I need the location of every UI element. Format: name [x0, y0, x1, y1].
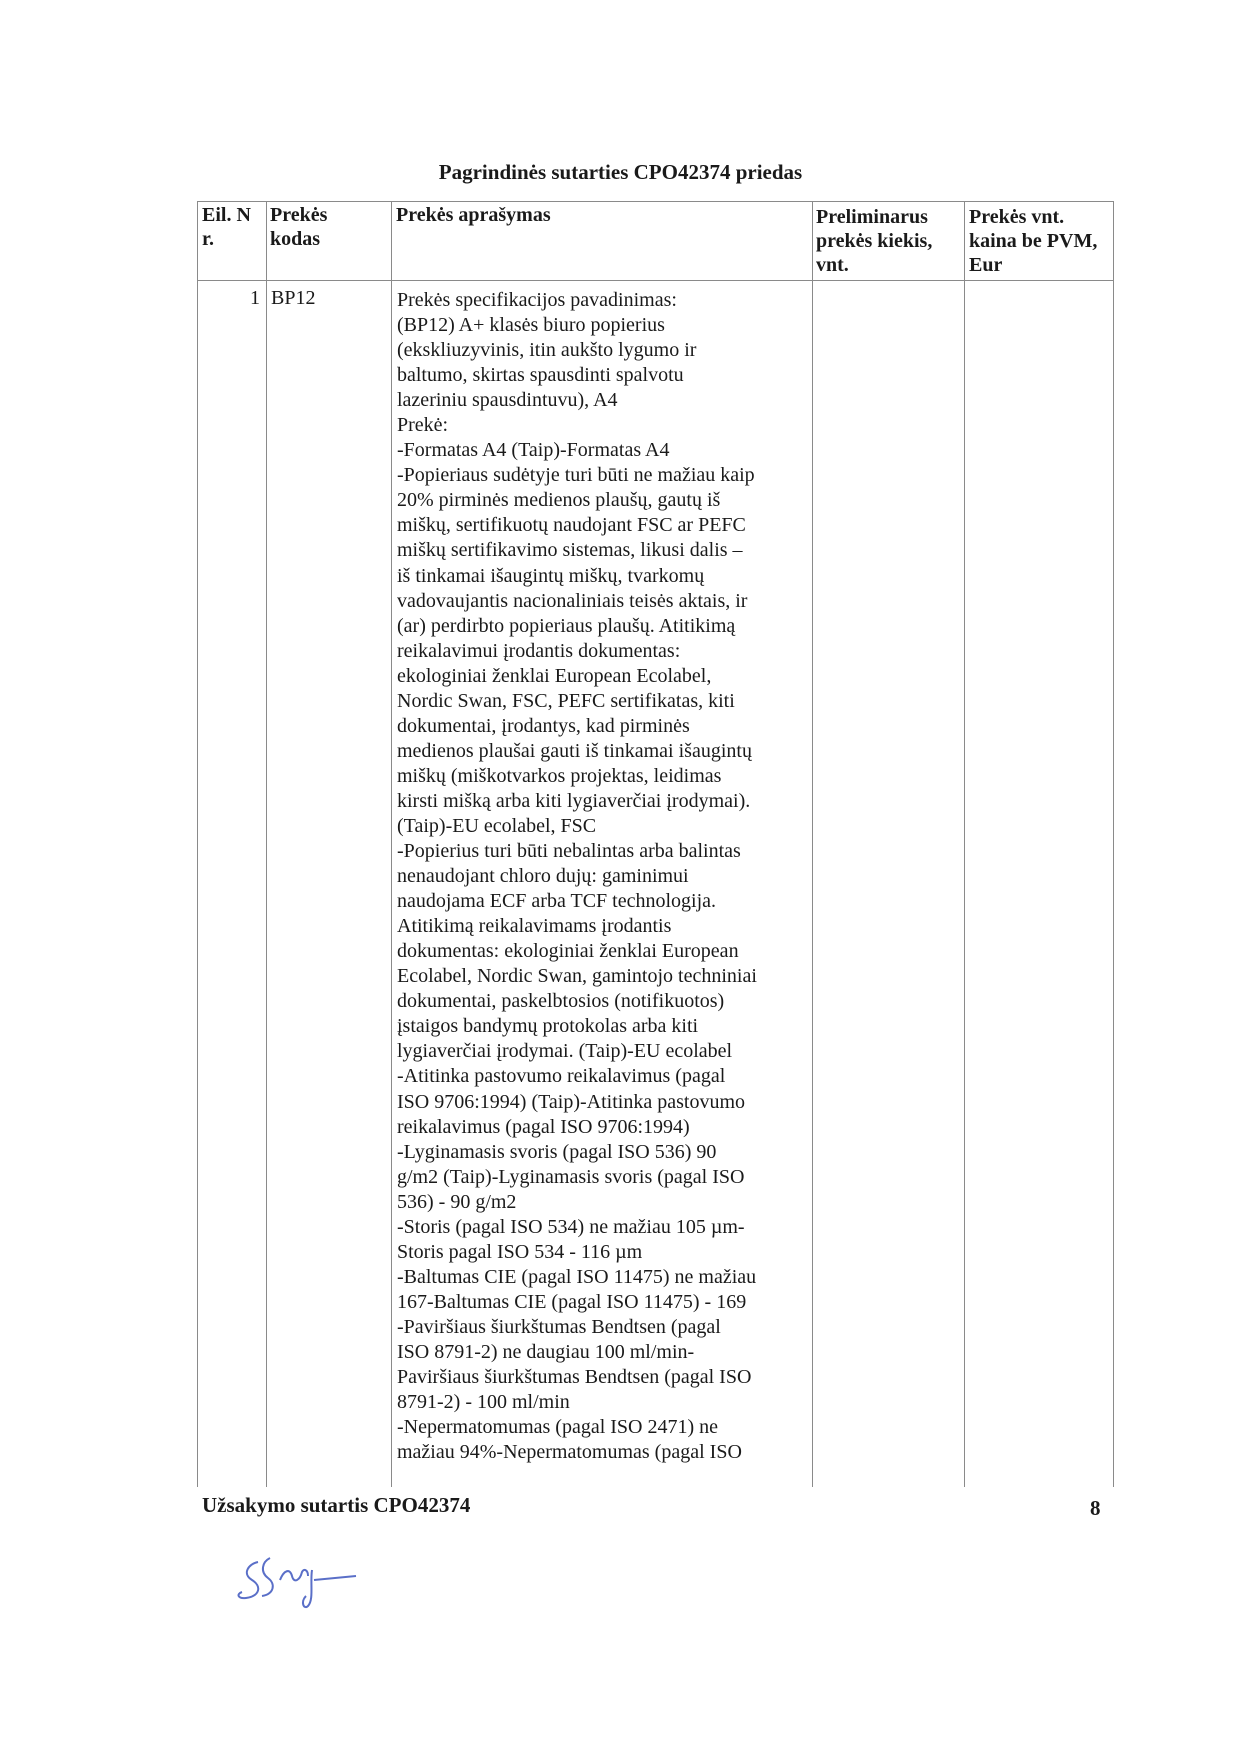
description-line: -Popierius turi būti nebalintas arba balintas: [397, 840, 741, 863]
description-line: (ar) perdirbto popieriaus plaušų. Atitikimą: [397, 614, 736, 637]
description-line: -Baltumas CIE (pagal ISO 11475) ne mažiau: [397, 1265, 757, 1288]
description-line: dokumentai, įrodantys, kad pirminės: [397, 714, 690, 737]
table-right-border: [1113, 201, 1114, 1487]
header-preliminary-quantity: Preliminarus prekės kiekis, vnt.: [816, 206, 933, 276]
description-line: ekologiniai ženklai European Ecolabel,: [397, 664, 712, 687]
description-line: -Popieriaus sudėtyje turi būti ne mažiau kaip: [397, 464, 755, 487]
description-line: Prekė:: [397, 414, 449, 437]
description-line: medienos plaušai gauti iš tinkamai išaugintų: [397, 739, 752, 762]
table-header-border: [197, 280, 1114, 281]
description-line: dokumentas: ekologiniai ženklai European: [397, 940, 739, 963]
description-line: reikalavimus (pagal ISO 9706:1994): [397, 1115, 690, 1138]
description-line: -Storis (pagal ISO 534) ne mažiau 105 µm-: [397, 1215, 745, 1238]
description-line: Nordic Swan, FSC, PEFC sertifikatas, kiti: [397, 689, 735, 712]
description-line: 167-Baltumas CIE (pagal ISO 11475) - 169: [397, 1290, 747, 1313]
item-description-cell: [397, 288, 809, 1465]
description-line: -Lyginamasis svoris (pagal ISO 536) 90: [397, 1140, 717, 1163]
header-row-number: Eil. N r.: [202, 204, 251, 250]
description-line: miškų (miškotvarkos projektas, leidimas: [397, 764, 722, 787]
description-line: 8791-2) - 100 ml/min: [397, 1391, 570, 1414]
description-line: įstaigos bandymų protokolas arba kiti: [397, 1015, 699, 1038]
header-item-code: Prekės kodas: [270, 204, 328, 250]
document-title: Pagrindinės sutarties CPO42374 priedas: [438, 160, 803, 184]
header-item-description: Prekės aprašymas: [396, 204, 551, 226]
description-line: Ecolabel, Nordic Swan, gamintojo techniniai: [397, 965, 757, 988]
table-col-divider-4: [964, 201, 965, 1487]
description-line: -Paviršiaus šiurkštumas Bendtsen (pagal: [397, 1315, 721, 1338]
description-line: mažiau 94%-Nepermatomumas (pagal ISO: [397, 1441, 742, 1464]
description-line: -Formatas A4 (Taip)-Formatas A4: [397, 439, 670, 462]
description-line: lazeriniu spausdintuvu), A4: [397, 389, 618, 412]
description-line: Paviršiaus šiurkštumas Bendtsen (pagal ISO: [397, 1366, 752, 1389]
description-line: Storis pagal ISO 534 - 116 µm: [397, 1240, 643, 1263]
description-line: ISO 9706:1994) (Taip)-Atitinka pastovumo: [397, 1090, 745, 1113]
description-line: Prekės specifikacijos pavadinimas:: [397, 289, 677, 311]
description-line: naudojama ECF arba TCF technologija.: [397, 890, 717, 913]
description-line: (Taip)-EU ecolabel, FSC: [397, 814, 597, 837]
footer-contract-label: Užsakymo sutartis CPO42374: [202, 1493, 471, 1517]
row-number-cell: 1: [250, 287, 260, 309]
description-line: g/m2 (Taip)-Lyginamasis svoris (pagal ISO: [397, 1165, 745, 1188]
description-line: miškų, sertifikuotų naudojant FSC ar PEFC: [397, 514, 746, 537]
page-number: 8: [1090, 1496, 1101, 1520]
description-line: lygiaverčiai įrodymai. (Taip)-EU ecolabel: [397, 1040, 733, 1063]
description-line: 536) - 90 g/m2: [397, 1190, 517, 1213]
table-col-divider-1: [266, 201, 267, 1487]
table-col-divider-3: [812, 201, 813, 1487]
description-line: iš tinkamai išaugintų miškų, tvarkomų: [397, 564, 705, 587]
handwritten-signature: [230, 1540, 370, 1610]
description-line: -Nepermatomumas (pagal ISO 2471) ne: [397, 1416, 719, 1439]
description-line: miškų sertifikavimo sistemas, likusi dalis –: [397, 539, 743, 562]
table-col-divider-2: [391, 201, 392, 1487]
description-line: -Atitinka pastovumo reikalavimus (pagal: [397, 1065, 726, 1088]
description-line: dokumentai, paskelbtosios (notifikuotos): [397, 990, 725, 1013]
description-line: Atitikimą reikalavimams įrodantis: [397, 915, 672, 938]
description-line: (BP12) A+ klasės biuro popierius: [397, 314, 665, 337]
description-line: ISO 8791-2) ne daugiau 100 ml/min-: [397, 1340, 695, 1363]
table-left-border: [197, 201, 198, 1487]
description-line: reikalavimui įrodantis dokumentas:: [397, 639, 681, 662]
description-line: vadovaujantis nacionaliniais teisės aktais, ir: [397, 589, 748, 612]
description-line: nenaudojant chloro dujų: gaminimui: [397, 865, 689, 888]
description-line: baltumo, skirtas spausdinti spalvotu: [397, 364, 684, 387]
specification-table: [197, 201, 1114, 1487]
description-line: (ekskliuzyvinis, itin aukšto lygumo ir: [397, 339, 697, 362]
header-unit-price: Prekės vnt. kaina be PVM, Eur: [969, 206, 1098, 276]
description-line: 20% pirminės medienos plaušų, gautų iš: [397, 489, 721, 512]
table-top-border: [197, 201, 1114, 202]
description-line: kirsti mišką arba kiti lygiaverčiai įrodymai).: [397, 789, 751, 812]
item-code-cell: BP12: [271, 287, 316, 309]
